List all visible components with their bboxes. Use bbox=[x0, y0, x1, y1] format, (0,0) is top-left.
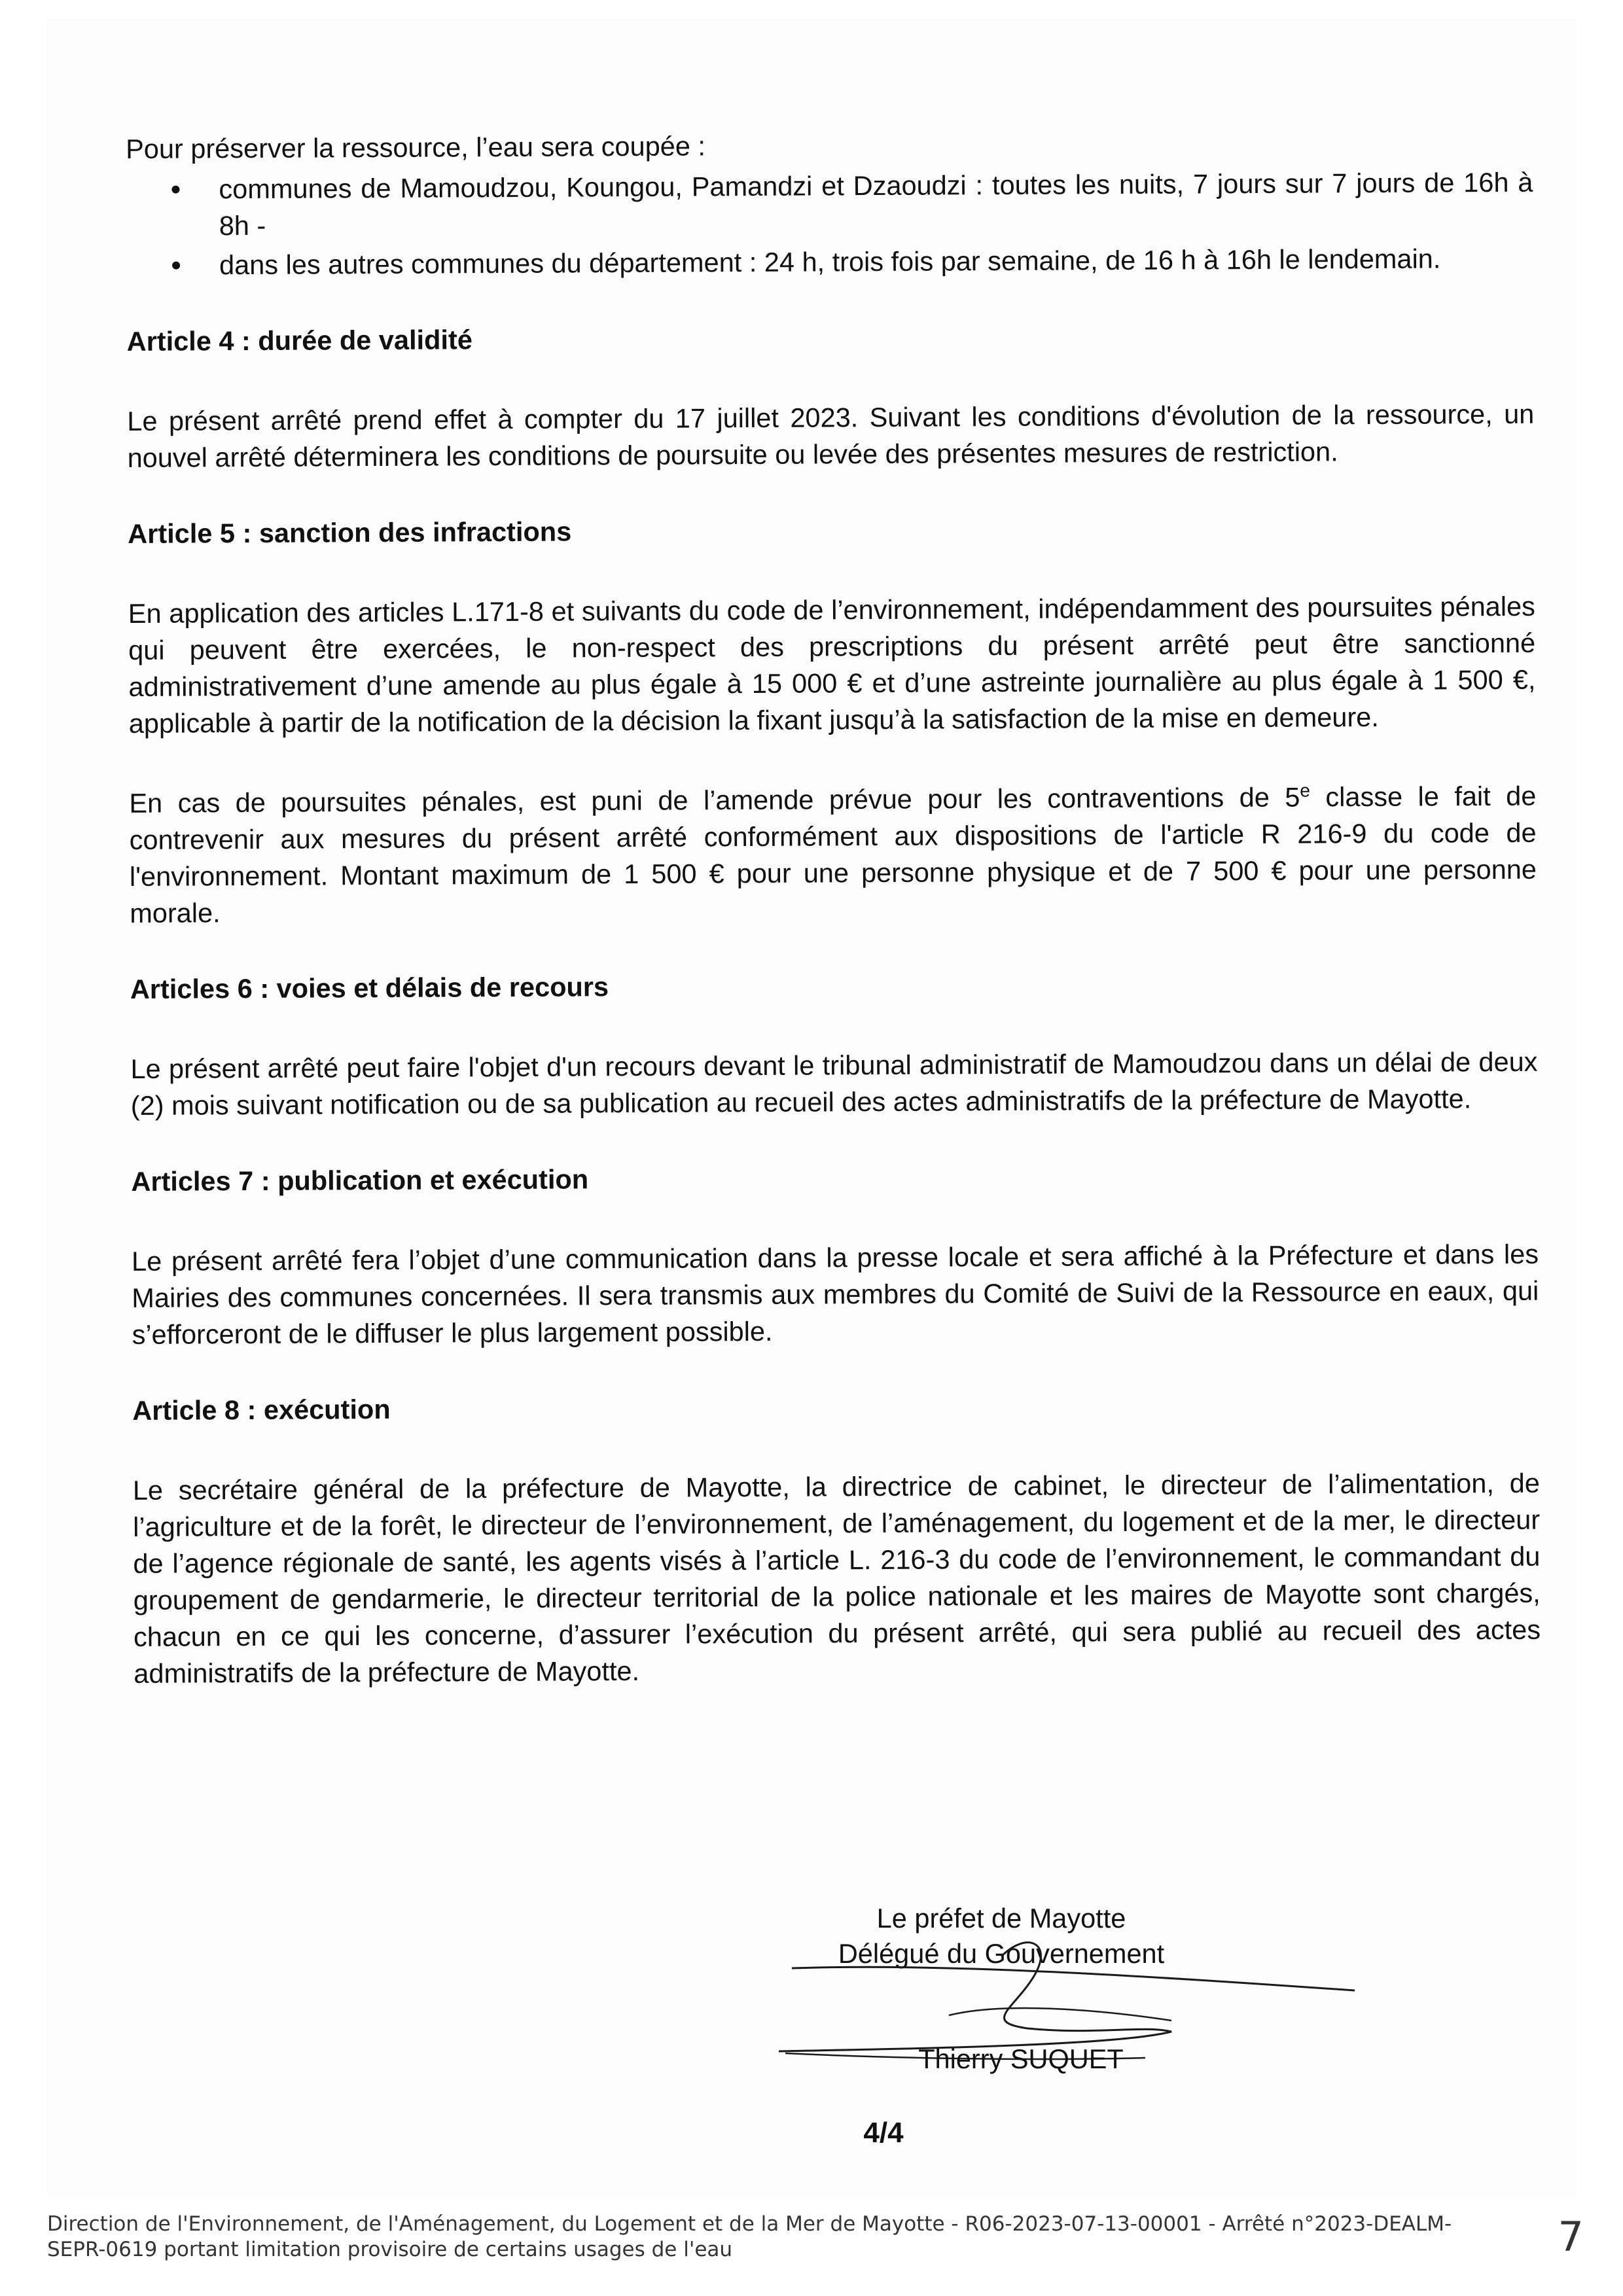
article-6-text: Le présent arrêté peut faire l'objet d'un recours devant le tribunal administratif de Mamoudzou dans un délai de deux (2) mois suivant notification ou de sa publication au recueil des actes administratifs de la préfecture de Mayotte. bbox=[130, 1046, 1538, 1121]
article-6-heading: Articles 6 : voies et délais de recours bbox=[130, 970, 609, 1004]
list-item: communes de Mamoudzou, Koungou, Pamandzi et Dzaoudzi : toutes les nuits, 7 jours sur 7 jours de 16h à 8h - bbox=[126, 164, 1533, 245]
article-4-text: Le présent arrêté prend effet à compter du 17 juillet 2023. Suivant les conditions d'évolution de la ressource, un nouvel arrêté déterminera les conditions de poursuite ou levée des présentes mesures de restriction. bbox=[127, 398, 1535, 473]
list-item: dans les autres communes du département : 24 h, trois fois par semaine, de 16 h à 16h le lendemain. bbox=[126, 240, 1533, 284]
article-8-heading: Article 8 : exécution bbox=[132, 1393, 391, 1426]
article-8-text: Le secrétaire général de la préfecture de Mayotte, la directrice de cabinet, le directeur de l’alimentation, de l’agriculture et de la forêt, le directeur de l’environnement, de l’aménagement, du logement et de la mer, le directeur de l’agence régionale de santé, les agents visés à l’article L. 216-3 du code de l’environnement, le commandant du groupement de gendarmerie, le directeur territorial de la police nationale et les maires de Mayotte sont chargés, chacun en ce qui les concerne, d’assurer l’exécution du présent arrêté, qui sera publié au recueil des actes administratifs de la préfecture de Mayotte. bbox=[132, 1467, 1541, 1689]
intro-text: Pour préserver la ressource, l’eau sera coupée : bbox=[126, 130, 706, 164]
article-7-text: Le présent arrêté fera l’objet d’une communication dans la presse locale et sera affiché à la Préfecture et dans les Mairies des communes concernées. Il sera transmis aux membres du Comité de Suivi de la Ressource en eaux, qui s’efforceront de le diffuser le plus largement possible. bbox=[131, 1238, 1539, 1350]
signatory-role: Délégué du Gouvernement bbox=[838, 1938, 1165, 1969]
article-5-text-1: En application des articles L.171-8 et suivants du code de l’environnement, indépendamment des poursuites pénales qui peuvent être exercées, le non-respect des prescriptions du présent arrêté peut être sanctionné administrativement d’une amende au plus égale à 15 000 € et d’une astreinte journalière au plus égale à 1 500 €, applicable à partir de la notification de la décision la fixant jusqu’à la satisfaction de la mise en demeure. bbox=[128, 590, 1536, 739]
document-body bbox=[126, 124, 1541, 1729]
article-5-text-2: En cas de poursuites pénales, est puni de l’amende prévue pour les contraventions de 5e classe le fait de contrevenir aux mesures du présent arrêté conformément aux dispositions de l'article R 216-9 du code de l'environnement. Montant maximum de 1 500 € pour une personne physique et de 7 500 € pour une personne morale. bbox=[129, 780, 1537, 928]
footer-text: Direction de l'Environnement, de l'Aménagement, du Logement et de la Mer de Mayotte - R06-2023-07-13-00001 - Arrêté n°2023-DEALM-SEPR-0619 portant limitation provisoire de certains usages de l'eau bbox=[47, 2212, 1452, 2261]
footer-page-number: 7 bbox=[1558, 2213, 1584, 2261]
signatory-name-block bbox=[726, 2041, 1315, 2077]
bullet-icon bbox=[172, 262, 180, 270]
restriction-list bbox=[126, 164, 1533, 284]
article-5-heading: Article 5 : sanction des infractions bbox=[128, 516, 572, 549]
bullet-icon bbox=[171, 186, 179, 194]
signatory-title: Le préfet de Mayotte bbox=[876, 1903, 1126, 1934]
article-7-heading: Articles 7 : publication et exécution bbox=[131, 1163, 589, 1197]
signatory-name: Thierry SUQUET bbox=[918, 2043, 1124, 2074]
article-4-heading: Article 4 : durée de validité bbox=[126, 324, 473, 357]
page-number: 4/4 bbox=[863, 2117, 904, 2149]
